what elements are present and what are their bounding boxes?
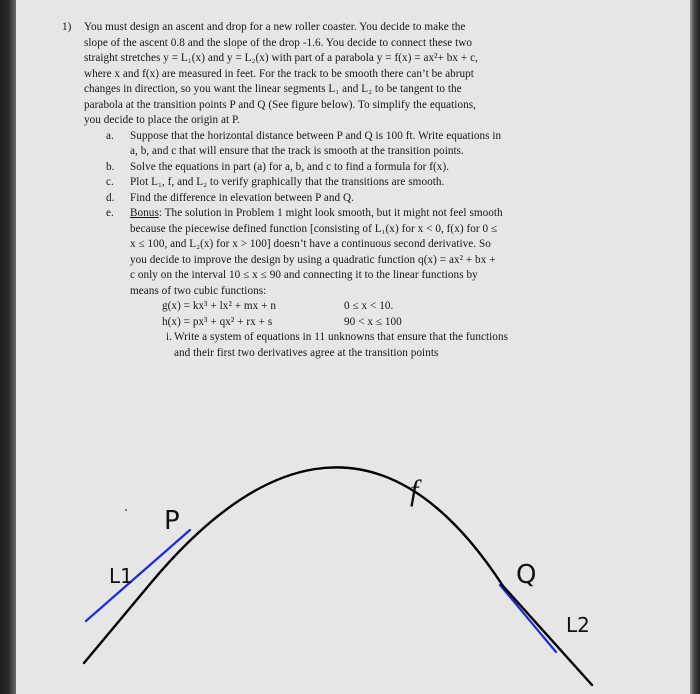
part-label: b. bbox=[106, 160, 115, 173]
problem-number: 1) bbox=[62, 21, 72, 33]
cubic-formula: g(x) = kx³ + lx² + mx + n bbox=[162, 300, 276, 312]
intro-line: slope of the ascent 0.8 and the slope of the drop -1.6. You decide to connect these two bbox=[84, 36, 473, 49]
part-e-cont: c only on the interval 10 ≤ x ≤ 90 and connecting it to the linear functions by bbox=[130, 269, 478, 281]
tangent-line-l1 bbox=[86, 530, 190, 621]
part-c: c. Plot L₁, f, and L₂ to verify graphically that the transitions are smooth. bbox=[62, 175, 602, 191]
label-q: Q bbox=[516, 560, 537, 590]
part-b: b. Solve the equations in part (a) for a, b, and c to find a formula for f(x). bbox=[62, 160, 602, 176]
sub-part-label: i. bbox=[166, 331, 173, 343]
label-f: f bbox=[410, 474, 419, 507]
intro-line: straight stretches y = L₁(x) and y = L₂(x) with part of a parabola y = f(x) = ax²+ bx + c, bbox=[84, 52, 478, 64]
part-label: e. bbox=[106, 207, 114, 219]
bonus-word: Bonus bbox=[130, 207, 159, 219]
intro-line: where x and f(x) are measured in feet. For the track to be smooth there can’t be abrupt bbox=[84, 67, 474, 80]
part-a: a. Suppose that the horizontal distance between P and Q is 100 ft. Write equations in bbox=[62, 129, 602, 145]
tangent-line-l2 bbox=[500, 585, 556, 652]
intro-line: changes in direction, so you want the linear segments L₁ and L₂ to be tangent to the bbox=[84, 83, 462, 95]
part-label: d. bbox=[106, 191, 115, 204]
sub-part-i-cont: and their first two derivatives agree at the transition points bbox=[174, 346, 439, 359]
part-label: a. bbox=[106, 129, 114, 142]
speck-mark bbox=[125, 509, 127, 511]
part-e-cont: because the piecewise defined function [consisting of L₁(x) for x < 0, f(x) for 0 ≤ bbox=[130, 222, 498, 235]
cubic-interval: 0 ≤ x < 10. bbox=[344, 300, 394, 312]
part-label: c. bbox=[106, 176, 114, 188]
sub-part-i: i. Write a system of equations in 11 unknowns that ensure that the functions bbox=[62, 330, 602, 346]
part-e-cont: x ≤ 100, and L₂(x) for x > 100] doesn’t have a continuous second derivative. So bbox=[130, 238, 491, 250]
part-e: e. Bonus: The solution in Problem 1 might look smooth, but it might not feel smooth bbox=[62, 206, 602, 222]
part-e-cont: you decide to improve the design by using a quadratic function q(x) = ax² + bx + bbox=[130, 253, 496, 266]
label-l2: L2 bbox=[566, 613, 590, 637]
part-e-cont: means of two cubic functions: bbox=[130, 284, 267, 297]
label-l1: L1 bbox=[109, 564, 133, 588]
intro-line: you decide to place the origin at P. bbox=[84, 114, 240, 126]
intro-line: parabola at the transition points P and Q (See figure below). To simplify the equations, bbox=[84, 98, 476, 111]
intro-line: 1) You must design an ascent and drop for a new roller coaster. You decide to make the bbox=[62, 20, 602, 36]
label-p: P bbox=[164, 506, 180, 536]
part-a-cont: a, b, and c that will ensure that the track is smooth at the transition points. bbox=[130, 145, 464, 157]
cubic-formula: h(x) = px³ + qx² + rx + s bbox=[162, 315, 273, 328]
part-d: d. Find the difference in elevation between P and Q. bbox=[62, 191, 602, 207]
cubic-interval: 90 < x ≤ 100 bbox=[344, 315, 402, 328]
